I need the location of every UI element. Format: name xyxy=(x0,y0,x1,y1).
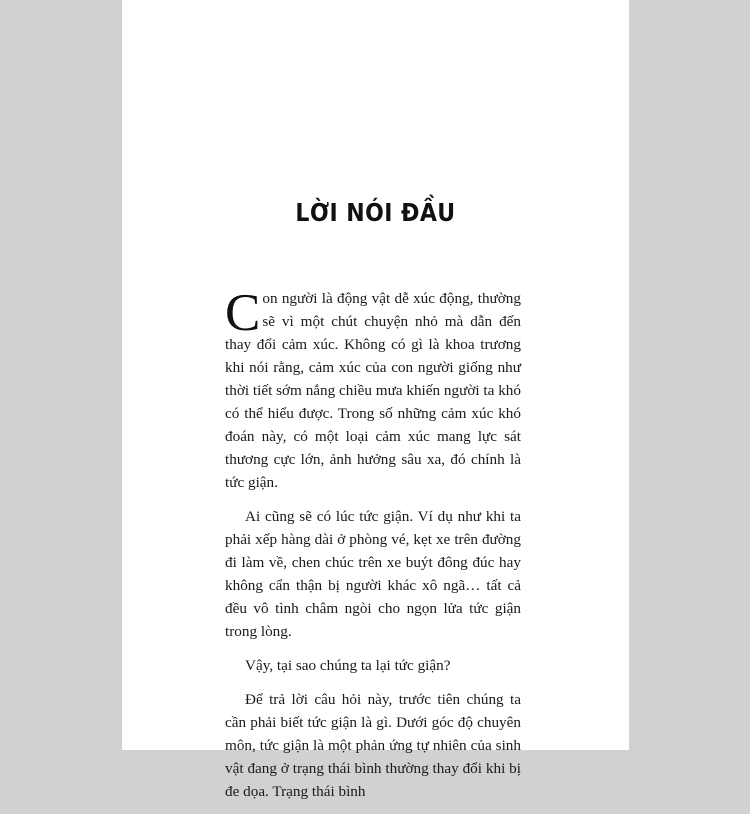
paragraph-4: Để trả lời câu hỏi này, trước tiên chúng ta cần phải biết tức giận là gì. Dưới góc độ chuyên môn, tức giận là một phản ứng tự nhiên của sinh vật đang ở trạng thái bình thường thay đổi khi bị đe dọa. Trạng thái bình xyxy=(225,691,521,800)
paragraph-2: Ai cũng sẽ có lúc tức giận. Ví dụ như khi ta phải xếp hàng dài ở phòng vé, kẹt xe trên đường đi làm về, chen chúc trên xe buýt đông đúc hay không cẩn thận bị người khác xô ngã… tất cả đều vô tình châm ngòi cho ngọn lửa tức giận trong lòng. xyxy=(225,508,521,640)
paragraph-1-text: on người là động vật dễ xúc động, thường sẽ vì một chút chuyện nhỏ mà dẫn đến thay đổi cảm xúc. Không có gì là khoa trương khi nói rằng, cảm xúc của con người giống như thời tiết sớm nắng chiều mưa khiến người ta khó có thể hiểu được. Trong số những cảm xúc khó đoán này, có một loại cảm xúc mang lực sát thương cực lớn, ảnh hưởng sâu xa, đó chính là tức giận. xyxy=(225,290,521,491)
paragraph-1 xyxy=(225,284,521,494)
chapter-title: LỜI NÓI ĐẦU xyxy=(295,198,456,227)
body-text xyxy=(225,284,521,814)
drop-cap: C xyxy=(225,284,261,342)
book-page xyxy=(122,0,629,800)
paragraph-3: Vậy, tại sao chúng ta lại tức giận? xyxy=(245,657,451,674)
